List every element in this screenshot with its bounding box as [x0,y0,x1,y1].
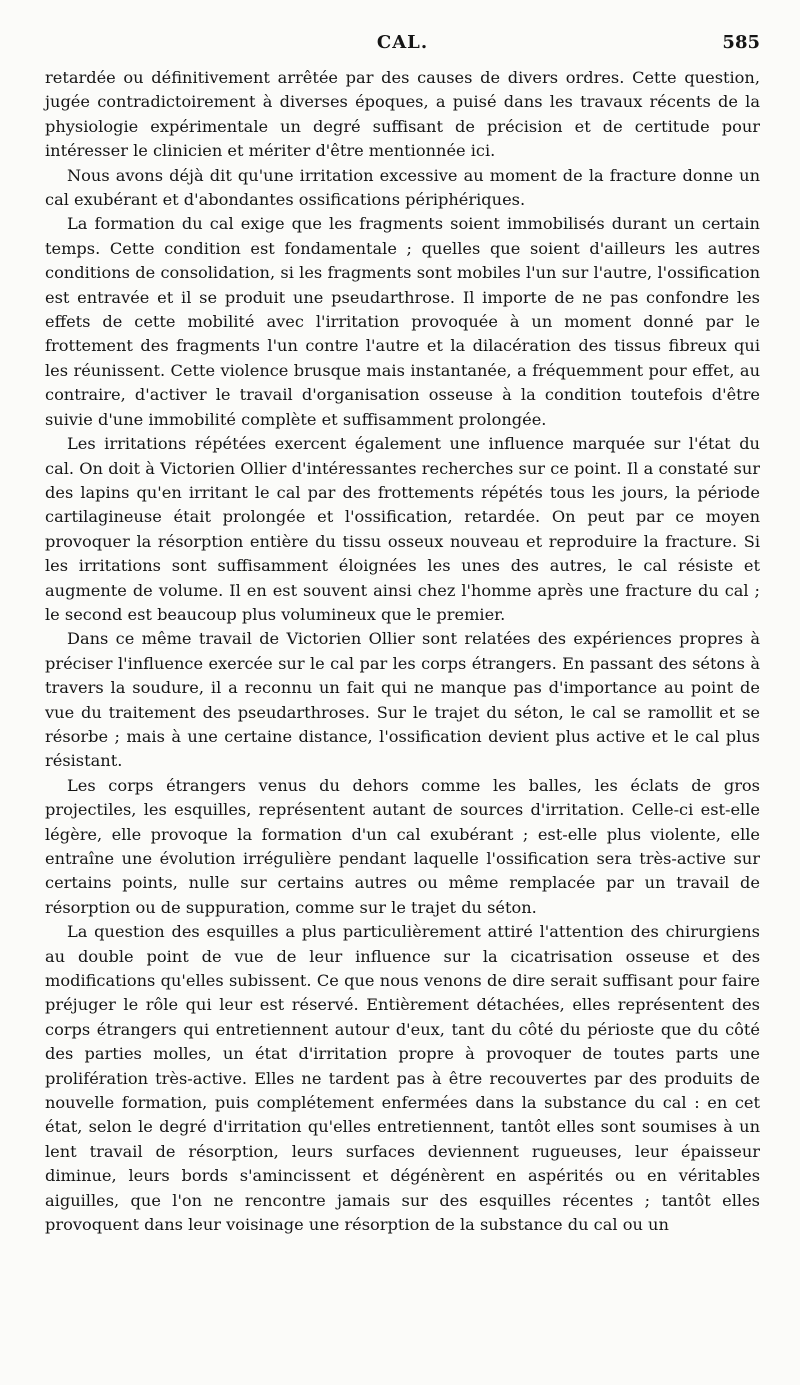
paragraph: La formation du cal exige que les fragments soient immobilisés durant un certain temps. Cette condition est fondamentale ; quelles que soient d'ailleurs les autres conditions de consolidation, si les fragments sont mobiles l'un sur l'autre, l'ossification est entravée et il se produit une pseudarthrose. Il importe de ne pas confondre les effets de cette mobilité avec l'irritation provoquée à un moment donné par le frottement des fragments l'un contre l'autre et la dilacération des tissus fibreux qui les réunissent. Cette violence brusque mais instantanée, a fréquemment pour effet, au contraire, d'activer le travail d'organisation osseuse à la condition toutefois d'être suivie d'une immobilité complète et suffisamment prolongée. [45,214,760,429]
paragraph: Les irritations répétées exercent également une influence marquée sur l'état du cal. On doit à Victorien Ollier d'intéressantes recherches sur ce point. Il a constaté sur des lapins qu'en irritant le cal par des frottements répétés tous les jours, la période cartilagineuse était prolongée et l'ossification, retardée. On peut par ce moyen provoquer la résorption entière du tissu osseux nouveau et reproduire la fracture. Si les irritations sont suffisamment éloignées les unes des autres, le cal résiste et augmente de volume. Il en est souvent ainsi chez l'homme après une fracture du cal ; le second est beaucoup plus volumineux que le premier. [45,434,760,624]
paragraph: La question des esquilles a plus particulièrement attiré l'attention des chirurgiens au double point de vue de leur influence sur la cicatrisation osseuse et des modifications qu'elles subissent. Ce que nous venons de dire serait suffisant pour faire préjuger le rôle qui leur est réservé. Entièrement détachées, elles représentent des corps étrangers qui entretiennent autour d'eux, tant du côté du périoste que du côté des parties molles, un état d'irritation propre à provoquer de toutes parts une prolifération très-active. Elles ne tardent pas à être recouvertes par des produits de nouvelle formation, puis complétement enfermées dans la substance du cal : en cet état, selon le degré d'irritation qu'elles entretiennent, tantôt elles sont soumises à un lent travail de résorption, leurs surfaces deviennent rugueuses, leur épaisseur diminue, leurs bords s'amincissent et dégénèrent en aspérités ou en véritables aiguilles, que l'on ne rencontre jamais sur des esquilles récentes ; tantôt elles provoquent dans leur voisinage une résorption de la substance du cal ou un [45,922,760,1235]
paragraph: Dans ce même travail de Victorien Ollier sont relatées des expériences propres à préciser l'influence exercée sur le cal par les corps étrangers. En passant des sétons à travers la soudure, il a reconnu un fait qui ne manque pas d'importance au point de vue du traitement des pseudarthroses. Sur le trajet du séton, le cal se ramollit et se résorbe ; mais à une certaine distance, l'ossification devient plus active et le cal plus résistant. [45,629,760,771]
body-text [45,66,760,1238]
paragraph: Nous avons déjà dit qu'une irritation excessive au moment de la fracture donne un cal exubérant et d'abondantes ossifications périphériques. [45,165,760,210]
paragraph: Les corps étrangers venus du dehors comme les balles, les éclats de gros projectiles, les esquilles, représentent autant de sources d'irritation. Celle-ci est-elle légère, elle provoque la formation d'un cal exubérant ; est-elle plus violente, elle entraîne une évolution irrégulière pendant laquelle l'ossification sera très-active sur certains points, nulle sur certains autres ou même remplacée par un travail de résorption ou de suppuration, comme sur le trajet du séton. [45,775,760,917]
paragraph-continued: retardée ou définitivement arrêtée par des causes de divers ordres. Cette question, jugée contradictoirement à diverses époques, a puisé dans les travaux récents de la physiologie expérimentale un degré suffisant de précision et de certitude pour intéresser le clinicien et mériter d'être mentionnée ici. [45,68,760,161]
running-head-title: CAL. [376,32,429,53]
running-head [45,32,760,66]
page-number: 585 [722,32,760,53]
